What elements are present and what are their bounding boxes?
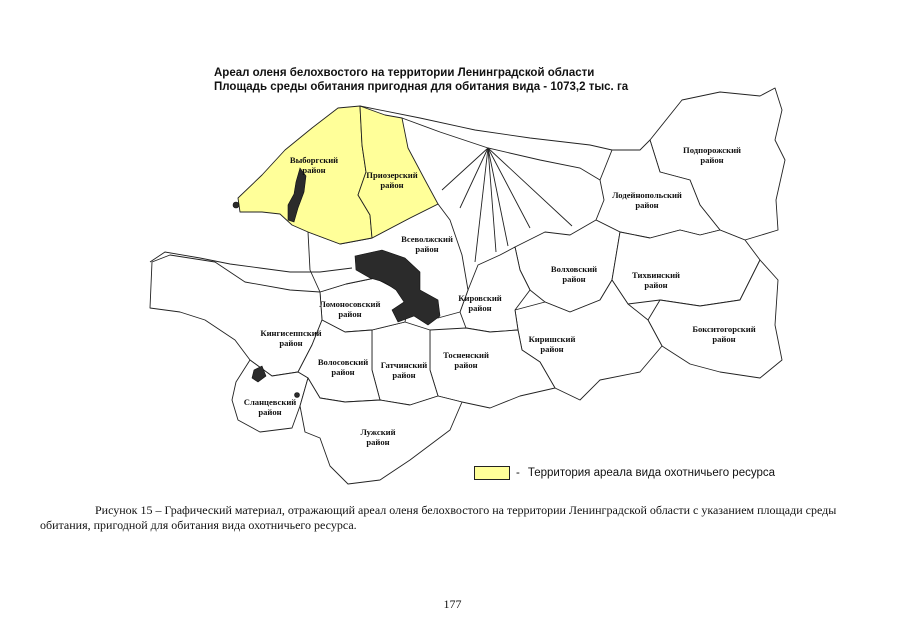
district-label-slantsevsky-suffix: район xyxy=(258,407,282,417)
district-tikhvinsky[interactable] xyxy=(612,230,760,306)
legend-habitat-swatch xyxy=(474,466,510,480)
district-label-podporozhsky-suffix: район xyxy=(700,155,724,165)
district-label-tosnensky-name: Тосненский xyxy=(443,350,489,360)
map-title-line-1: Ареал оленя белохвостого на территории Ленинградской области xyxy=(214,67,595,79)
district-label-lodeynopolsky-name: Лодейнопольский xyxy=(612,190,682,200)
district-label-lomonosovsky-name: Ломоносовский xyxy=(319,299,381,309)
district-kingiseppsky[interactable] xyxy=(150,255,322,376)
district-label-boksitogorsky-suffix: район xyxy=(712,334,736,344)
legend-dash: - xyxy=(516,467,520,479)
district-label-kingiseppsky-name: Кингисеппский xyxy=(260,328,322,338)
district-label-luzhsky-name: Лужский xyxy=(360,427,396,437)
district-label-volkhovsky-name: Волховский xyxy=(550,264,598,274)
district-label-vsevolozhsky-suffix: район xyxy=(415,244,439,254)
district-label-vyborgsky-suffix: район xyxy=(302,165,326,175)
district-label-lomonosovsky-suffix: район xyxy=(338,309,362,319)
district-label-vyborgsky-name: Выборгский xyxy=(289,155,339,165)
district-label-kirishsky-name: Киришский xyxy=(528,334,576,344)
district-label-kirovsky-suffix: район xyxy=(468,303,492,313)
district-label-vsevolozhsky-name: Всеволжский xyxy=(401,234,453,244)
map-legend xyxy=(474,466,775,480)
district-label-podporozhsky-name: Подпорожский xyxy=(683,145,741,155)
district-label-tikhvinsky-name: Тихвинский xyxy=(632,270,680,280)
district-label-kirishsky-suffix: район xyxy=(540,344,564,354)
figure-caption: Рисунок 15 – Графический материал, отражающий ареал оленя белохвостого на территории Ленинградской области с указанием площади среды обитания, пригодной для обитания вида охотничьего ресурса. xyxy=(40,503,837,532)
ladoga-shore xyxy=(402,118,600,180)
district-label-kingiseppsky-suffix: район xyxy=(279,338,303,348)
district-label-priozersky-name: Приозерский xyxy=(366,170,418,180)
map-title-line-2: Площадь среды обитания пригодная для обитания вида - 1073,2 тыс. га xyxy=(214,81,629,93)
district-label-gatchinsky-suffix: район xyxy=(392,370,416,380)
district-label-boksitogorsky-name: Бокситогорский xyxy=(692,324,756,334)
district-label-priozersky-suffix: район xyxy=(380,180,404,190)
small-lake xyxy=(233,202,239,208)
district-label-volosovsky-suffix: район xyxy=(331,367,355,377)
district-label-gatchinsky-name: Гатчинский xyxy=(380,360,428,370)
page-number: 177 xyxy=(443,597,462,611)
district-label-luzhsky-suffix: район xyxy=(366,437,390,447)
district-label-tosnensky-suffix: район xyxy=(454,360,478,370)
district-label-kirovsky-name: Кировский xyxy=(458,293,502,303)
district-label-tikhvinsky-suffix: район xyxy=(644,280,668,290)
district-label-volosovsky-name: Волосовский xyxy=(317,357,369,367)
legend-label: Территория ареала вида охотничьего ресурса xyxy=(527,467,776,479)
district-label-lodeynopolsky-suffix: район xyxy=(635,200,659,210)
district-label-slantsevsky-name: Сланцевский xyxy=(243,397,297,407)
district-label-volkhovsky-suffix: район xyxy=(562,274,586,284)
